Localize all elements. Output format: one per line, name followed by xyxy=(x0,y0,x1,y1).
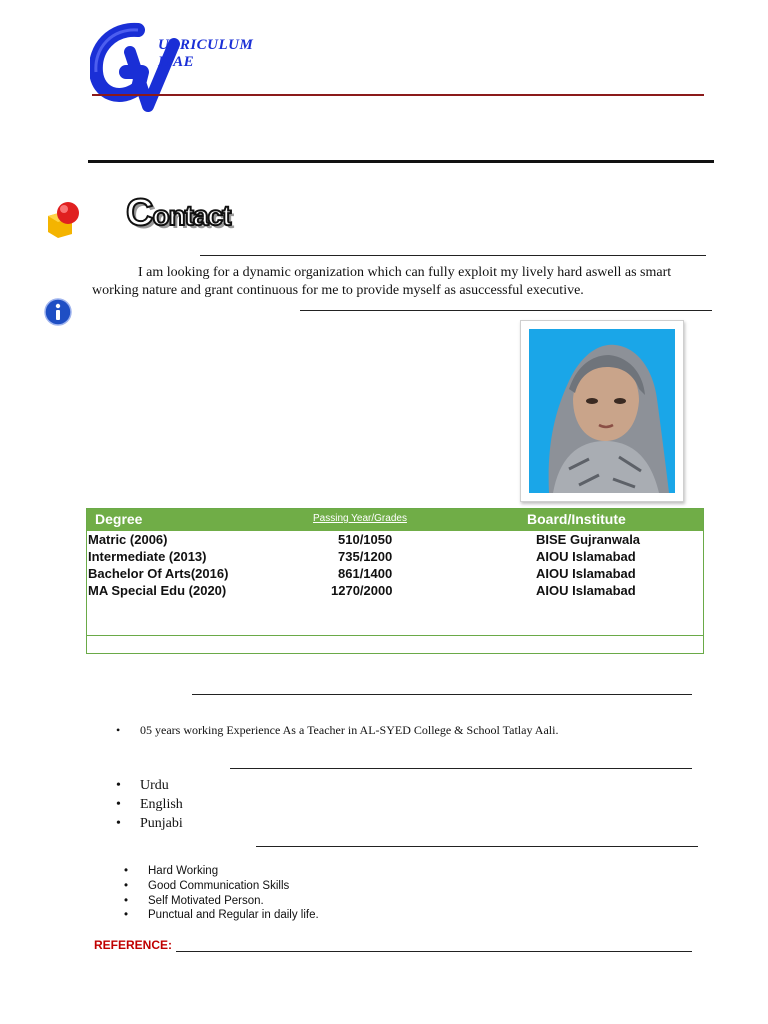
reference-underline xyxy=(176,951,692,952)
skills-list xyxy=(124,864,319,923)
table-row xyxy=(87,549,703,566)
column-header-passing: Passing Year/Grades xyxy=(313,513,407,524)
profile-photo-frame xyxy=(520,320,684,502)
table-divider xyxy=(87,635,703,636)
list-item: • 05 years working Experience As a Teacher in AL-SYED College & School Tatlay Aali. xyxy=(116,723,558,738)
contact-heading-rest: ontact xyxy=(152,200,231,231)
list-item: • Self Motivated Person. xyxy=(124,894,319,909)
degree-cell: Bachelor Of Arts(2016) xyxy=(88,566,229,581)
skills-underline xyxy=(256,846,698,847)
info-underline xyxy=(300,310,712,311)
objective-section xyxy=(92,264,712,300)
board-cell: AIOU Islamabad xyxy=(536,583,636,598)
list-item: • Punctual and Regular in daily life. xyxy=(124,908,319,923)
list-item: • Good Communication Skills xyxy=(124,879,319,894)
experience-list xyxy=(116,723,558,738)
board-cell: AIOU Islamabad xyxy=(536,566,636,581)
contact-heading xyxy=(126,192,230,235)
profile-photo xyxy=(529,329,675,493)
table-row xyxy=(87,532,703,549)
column-header-degree: Degree xyxy=(95,511,143,527)
objective-text: I am looking for a dynamic organization which can fully exploit my lively hard aswell as smart working nature and grant continuous for me to provide myself as asuccessful executive. xyxy=(92,265,672,298)
board-cell: BISE Gujranwala xyxy=(536,532,641,547)
list-item: • Hard Working xyxy=(124,864,319,879)
table-row xyxy=(87,566,703,583)
list-item: • Punjabi xyxy=(116,814,183,833)
header-divider-red xyxy=(92,94,704,96)
logo-title-line1: URRICULUM xyxy=(158,37,254,53)
contact-heading-initial: C xyxy=(126,192,153,234)
languages-underline xyxy=(230,768,692,769)
header-divider-black xyxy=(88,160,714,163)
list-item: • English xyxy=(116,795,183,814)
degree-cell: Matric (2006) xyxy=(88,532,168,547)
grade-cell: 1270/2000 xyxy=(331,583,393,598)
contact-cube-icon xyxy=(44,200,84,238)
grade-cell: 735/1200 xyxy=(338,549,393,564)
grade-cell: 861/1400 xyxy=(338,566,393,581)
languages-list xyxy=(116,776,183,833)
education-table xyxy=(86,508,704,654)
board-cell: AIOU Islamabad xyxy=(536,549,636,564)
table-row xyxy=(87,583,703,600)
degree-cell: Intermediate (2013) xyxy=(88,549,207,564)
reference-label: REFERENCE: xyxy=(94,938,173,952)
list-item: • Urdu xyxy=(116,776,183,795)
experience-underline xyxy=(192,694,692,695)
logo-title-line2: ITAE xyxy=(158,54,195,70)
column-header-board: Board/Institute xyxy=(527,511,626,527)
grade-cell: 510/1050 xyxy=(338,532,393,547)
education-table-header xyxy=(87,509,703,531)
degree-cell: MA Special Edu (2020) xyxy=(88,583,227,598)
contact-underline xyxy=(200,255,706,256)
info-icon xyxy=(44,298,72,326)
